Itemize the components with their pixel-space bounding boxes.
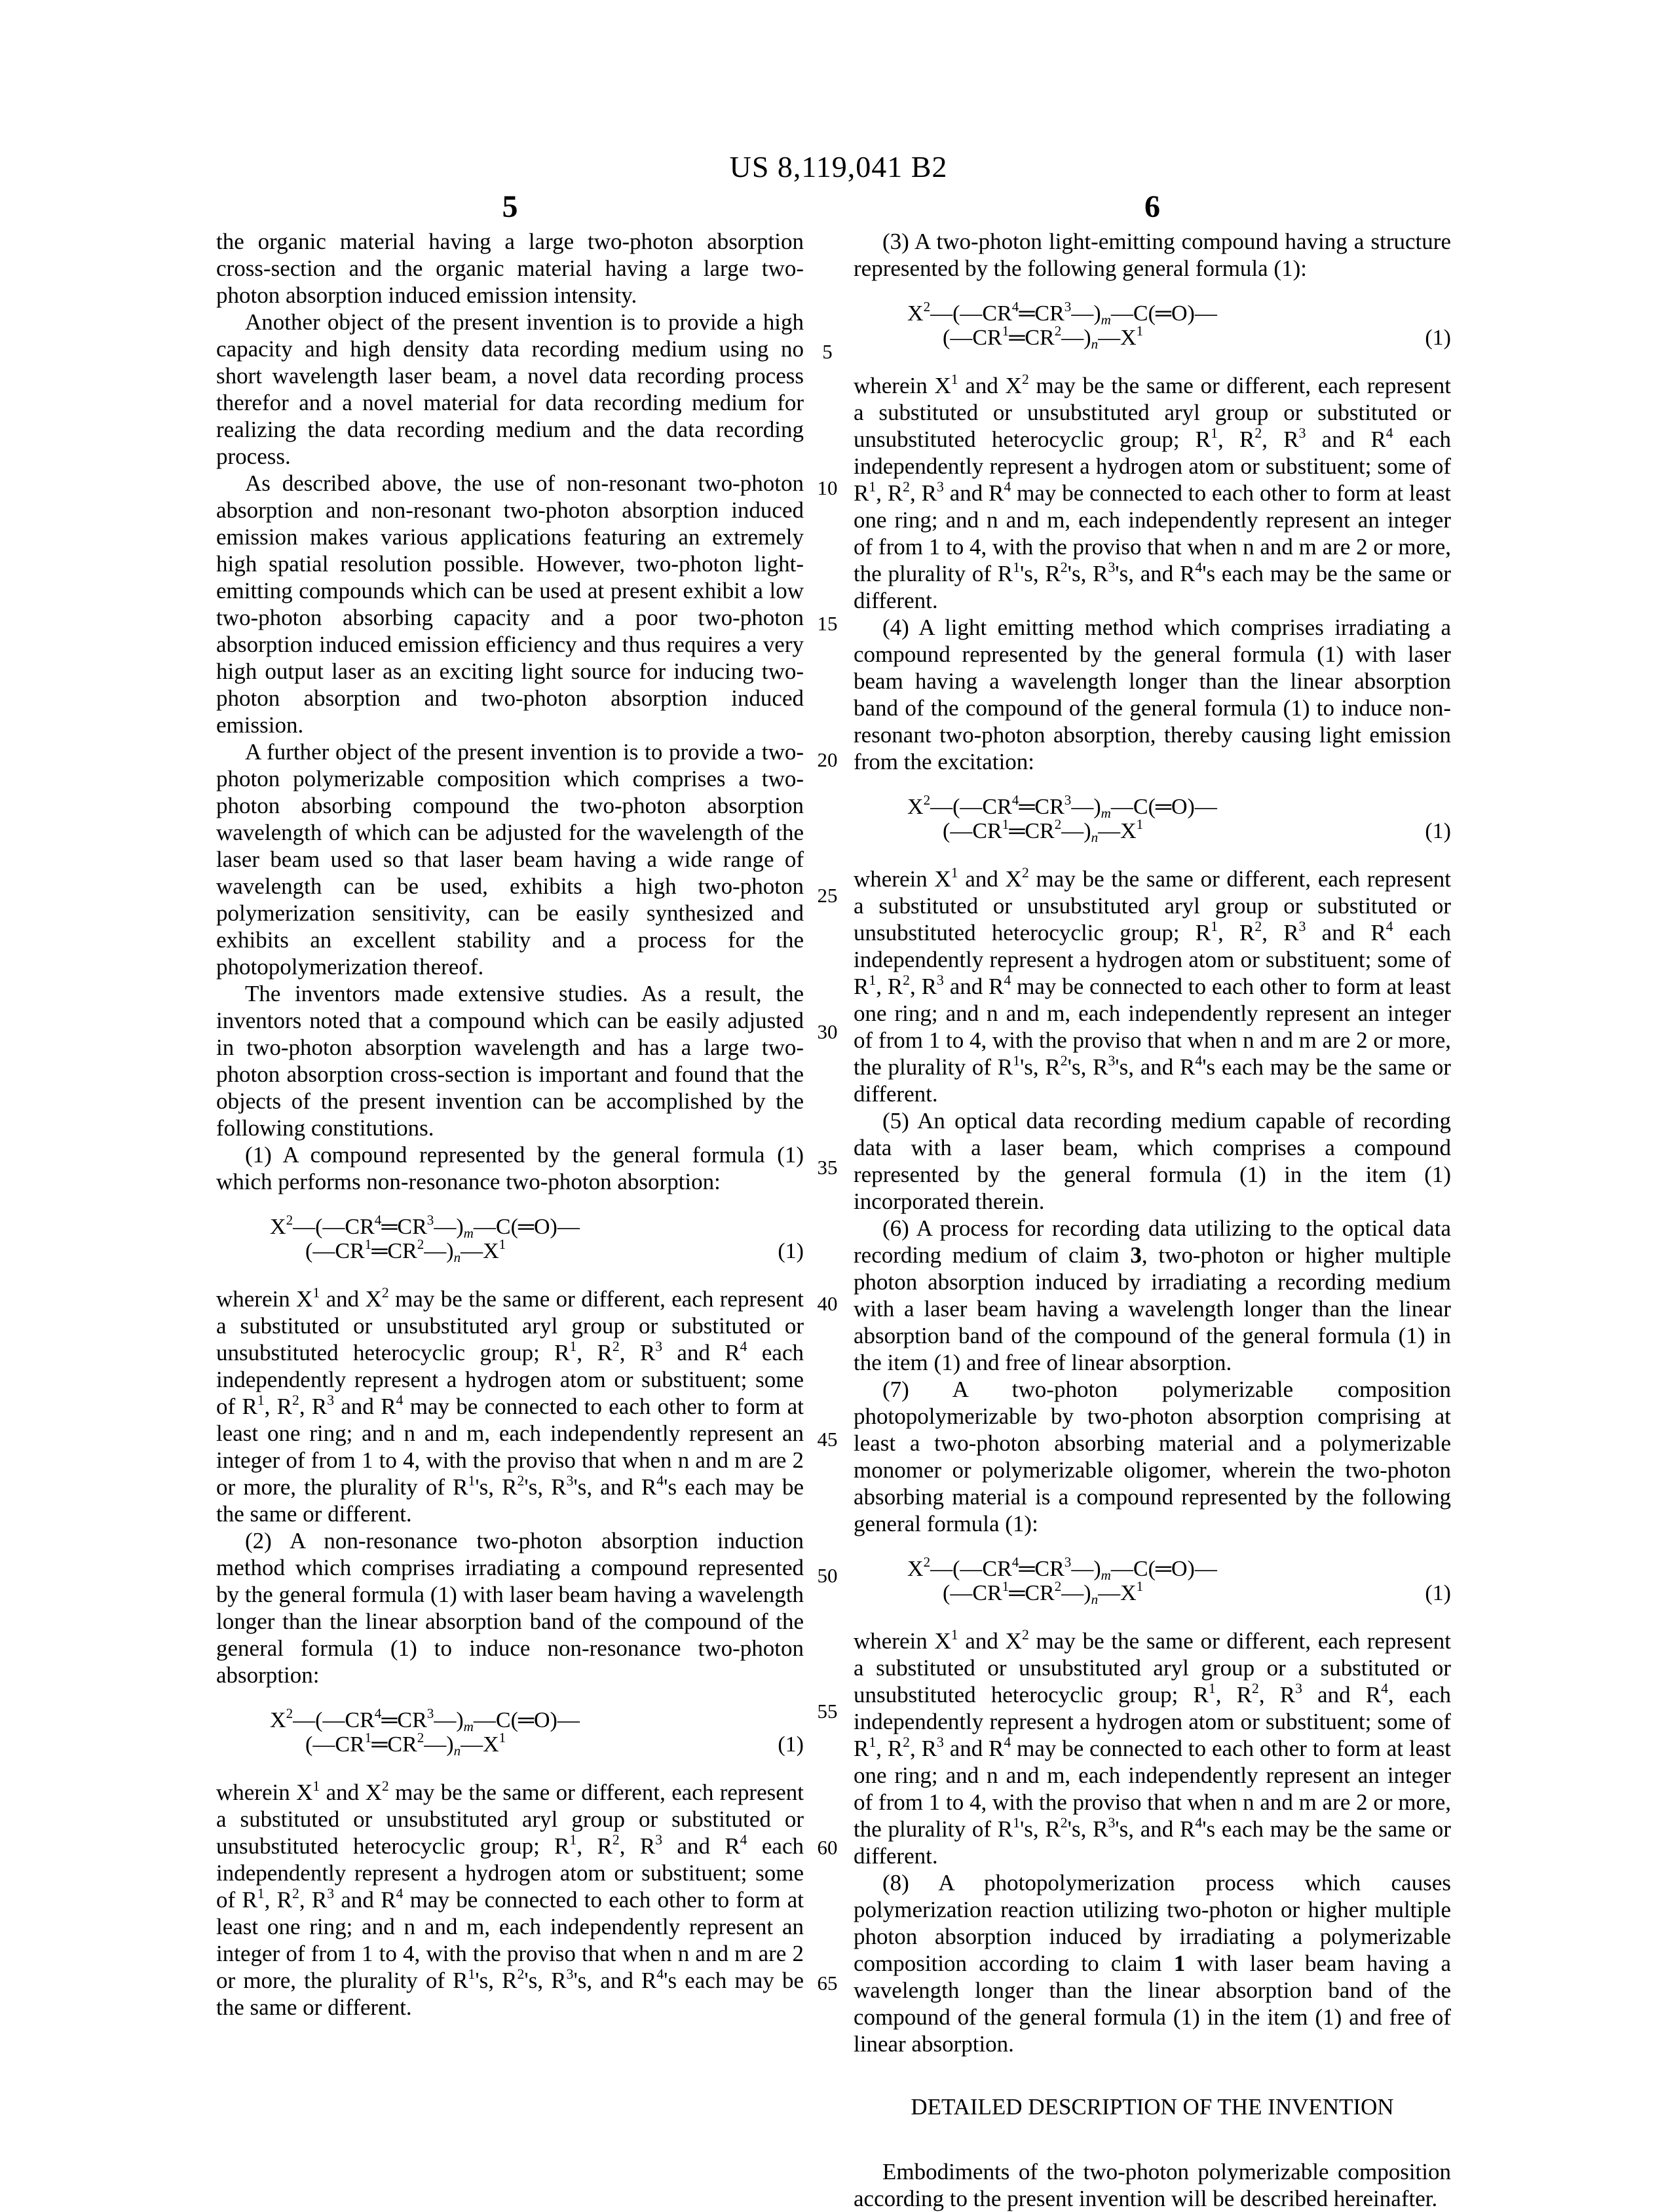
section-heading-detailed-description: DETAILED DESCRIPTION OF THE INVENTION xyxy=(911,2094,1394,2120)
formula-number-label: (1) xyxy=(1425,819,1451,843)
paragraph-embodiments: Embodiments of the two-photon polymerizable composition according to the present invention will be described hereinafter. xyxy=(854,2159,1451,2211)
paragraph-wherein-definition: wherein $X^1$ and $X^2$ may be the same or different, each represent a substituted or unsubstituted aryl group or a substituted or unsubstituted heterocyclic group; $R^1$, $R^2$, $R^3$ and $R^4$, each independently represent a hydrogen atom or substituent; some of $R^1$, $R^2$, $R^3$ and $R^4$ may be connected to each other to form at least one ring; and n and m, each independently represent an integer of from 1 to 4, with the proviso that when n and m are 2 or more, the plurality of $R^1's$, $R^2's$, $R^3's$, and $R^4's$ each may be the same or different. xyxy=(854,1627,1451,1869)
formula-line-1: $X^2—(—CR^4═CR^3—)_m—C(═O)—$ xyxy=(907,299,1217,328)
formula-line-1: $X^2—(—CR^4═CR^3—)_m—C(═O)—$ xyxy=(270,1706,580,1734)
gutter-line-number: 40 xyxy=(817,1292,838,1315)
gutter-line-number: 65 xyxy=(817,1972,838,1994)
formula-line-2: $(—CR^1═CR^2—)_n—X^1$ xyxy=(305,1730,506,1759)
right-text-column xyxy=(854,228,1451,2212)
formula-line-2: $(—CR^1═CR^2—)_n—X^1$ xyxy=(943,1578,1144,1607)
left-column-page-number: 5 xyxy=(502,189,518,224)
gutter-line-number: 55 xyxy=(817,1700,838,1723)
paragraph-continued-from-previous-page: the organic material having a large two-photon absorption cross-section and the organic material having a large two-photon absorption induced emission intensity. xyxy=(216,229,804,308)
paragraph-wherein-definition: wherein $X^1$ and $X^2$ may be the same or different, each represent a substituted or unsubstituted aryl group or substituted or unsubstituted heterocyclic group; $R^1$, $R^2$, $R^3$ and $R^4$ each independently represent a hydrogen atom or substituent; some of $R^1$, $R^2$, $R^3$ and $R^4$ may be connected to each other to form at least one ring; and n and m, each independently represent an integer of from 1 to 4, with the proviso that when n and m are 2 or more, the plurality of $R^1's$, $R^2's$, $R^3's$, and $R^4's$ each may be the same or different. xyxy=(216,1285,804,1527)
general-formula-1 xyxy=(216,1212,804,1265)
gutter-line-number: 60 xyxy=(817,1836,838,1859)
item-1-compound: (1) A compound represented by the general formula (1) which performs non-resonance two-photon absorption: xyxy=(216,1142,804,1194)
patent-number-header: US 8,119,041 B2 xyxy=(729,150,948,183)
paragraph-further-object: A further object of the present invention is to provide a two-photon polymerizable composition which comprises a two-photon absorbing compound the two-photon absorption wavelength of which can be adjusted for the wavelength of the laser beam used so that laser beam having a wide range of wavelength can be used, exhibits a high two-photon polymerization sensitivity, can be easily synthesized and exhibits an excellent stability and a process for the photopolymerization thereof. xyxy=(216,739,804,980)
formula-number-label: (1) xyxy=(1425,1581,1451,1605)
item-7-polymerizable-composition: (7) A two-photon polymerizable composition photopolymerizable by two-photon absorption comprising at least a two-photon absorbing material and a polymerizable monomer or polymerizable oligomer, wherein the two-photon absorbing material is a compound represented by the following general formula (1): xyxy=(854,1377,1451,1536)
formula-number-label: (1) xyxy=(1425,326,1451,350)
gutter-line-number: 30 xyxy=(817,1020,838,1043)
gutter-line-number: 15 xyxy=(817,612,838,635)
right-column-page-number: 6 xyxy=(1144,189,1160,224)
paragraph-wherein-definition: wherein $X^1$ and $X^2$ may be the same or different, each represent a substituted or unsubstituted aryl group or substituted or unsubstituted heterocyclic group; $R^1$, $R^2$, $R^3$ and $R^4$ each independently represent a hydrogen atom or substituent; some of $R^1$, $R^2$, $R^3$ and $R^4$ may be connected to each other to form at least one ring; and n and m, each independently represent an integer of from 1 to 4, with the proviso that when n and m are 2 or more, the plurality of $R^1's$, $R^2's$, $R^3's$, and $R^4's$ each may be the same or different. xyxy=(216,1778,804,2020)
gutter-line-number: 35 xyxy=(817,1156,838,1179)
general-formula-1 xyxy=(216,1708,804,1757)
formula-number-label: (1) xyxy=(778,1239,804,1263)
gutter-line-number: 45 xyxy=(817,1428,838,1451)
formula-line-1: $X^2—(—CR^4═CR^3—)_m—C(═O)—$ xyxy=(907,1554,1217,1583)
gutter-line-number: 20 xyxy=(817,748,838,771)
item-2-absorption-induction-method: (2) A non-resonance two-photon absorption induction method which comprises irradiating a compound represented by the general formula (1) with laser beam having a wavelength longer than the linear absorption band of the compound of the general formula (1) to induce non-resonance two-photon absorption: xyxy=(216,1528,804,1688)
item-3-light-emitting-compound: (3) A two-photon light-emitting compound having a structure represented by the following general formula (1): xyxy=(854,229,1451,281)
general-formula-1 xyxy=(854,1554,1451,1607)
gutter-line-number: 10 xyxy=(817,476,838,499)
paragraph-wherein-definition: wherein $X^1$ and $X^2$ may be the same or different, each represent a substituted or unsubstituted aryl group or substituted or unsubstituted heterocyclic group; $R^1$, $R^2$, $R^3$ and $R^4$ each independently represent a hydrogen atom or substituent; some of $R^1$, $R^2$, $R^3$ and $R^4$ may be connected to each other to form at least one ring; and n and m, each independently represent an integer of from 1 to 4, with the proviso that when n and m are 2 or more, the plurality of $R^1's$, $R^2's$, $R^3's$, and $R^4's$ each may be the same or different. xyxy=(854,865,1451,1107)
general-formula-1 xyxy=(854,301,1451,350)
formula-line-2: $(—CR^1═CR^2—)_n—X^1$ xyxy=(943,323,1144,352)
gutter-line-number: 25 xyxy=(817,884,838,907)
gutter-line-number: 50 xyxy=(817,1564,838,1587)
paragraph-as-described-above: As described above, the use of non-resonant two-photon absorption and non-resonant two-photon absorption induced emission makes various applications featuring an extremely high spatial resolution possible. However, two-photon light-emitting compounds which can be used at present exhibit a low two-photon absorbing capacity and a poor two-photon absorption induced emission efficiency and thus requires a very high output laser as an exciting light source for inducing two-photon absorption and two-photon absorption induced emission. xyxy=(216,470,804,738)
formula-line-1: $X^2—(—CR^4═CR^3—)_m—C(═O)—$ xyxy=(270,1212,580,1241)
formula-line-2: $(—CR^1═CR^2—)_n—X^1$ xyxy=(943,816,1144,845)
formula-line-1: $X^2—(—CR^4═CR^3—)_m—C(═O)—$ xyxy=(907,792,1217,821)
general-formula-1 xyxy=(854,792,1451,845)
item-8-photopolymerization-process: (8) A photopolymerization process which causes polymerization reaction utilizing two-photon or higher multiple photon absorption induced by irradiating a polymerizable composition according to claim 1 with laser beam having a wavelength longer than the linear absorption band of the compound of the general formula (1) in the item (1) and free of linear absorption. xyxy=(854,1870,1451,2057)
item-4-light-emitting-method: (4) A light emitting method which comprises irradiating a compound represented by the general formula (1) with laser beam having a wavelength longer than the linear absorption band of the compound of the general formula (1) to induce non-resonant two-photon absorption, thereby causing light emission from the excitation: xyxy=(854,615,1451,774)
paragraph-inventors-studies: The inventors made extensive studies. As a result, the inventors noted that a compound which can be easily adjusted in two-photon absorption wavelength and has a large two-photon absorption cross-section is important and found that the objects of the present invention can be accomplished by the following constitutions. xyxy=(216,981,804,1141)
paragraph-another-object: Another object of the present invention is to provide a high capacity and high density data recording medium using no short wavelength laser beam, a novel data recording process therefor and a novel material for data recording medium for realizing the data recording medium and the data recording process. xyxy=(216,309,804,469)
paragraph-wherein-definition: wherein $X^1$ and $X^2$ may be the same or different, each represent a substituted or unsubstituted aryl group or substituted or unsubstituted heterocyclic group; $R^1$, $R^2$, $R^3$ and $R^4$ each independently represent a hydrogen atom or substituent; some of $R^1$, $R^2$, $R^3$ and $R^4$ may be connected to each other to form at least one ring; and n and m, each independently represent an integer of from 1 to 4, with the proviso that when n and m are 2 or more, the plurality of $R^1's$, $R^2's$, $R^3's$, and $R^4's$ each may be the same or different. xyxy=(854,372,1451,613)
formula-line-2: $(—CR^1═CR^2—)_n—X^1$ xyxy=(305,1236,506,1265)
left-text-column xyxy=(216,228,804,2021)
formula-number-label: (1) xyxy=(778,1732,804,1757)
item-6-recording-process: (6) A process for recording data utilizing to the optical data recording medium of claim 3, two-photon or higher multiple photon absorption induced by irradiating a recording medium with a laser beam having a wavelength longer than the linear absorption band of the compound of the general formula (1) in the item (1) and free of linear absorption. xyxy=(854,1215,1451,1375)
item-5-optical-data-recording-medium: (5) An optical data recording medium capable of recording data with a laser beam, which comprises a compound represented by the general formula (1) in the item (1) incorporated therein. xyxy=(854,1108,1451,1214)
gutter-line-number: 5 xyxy=(822,340,833,363)
